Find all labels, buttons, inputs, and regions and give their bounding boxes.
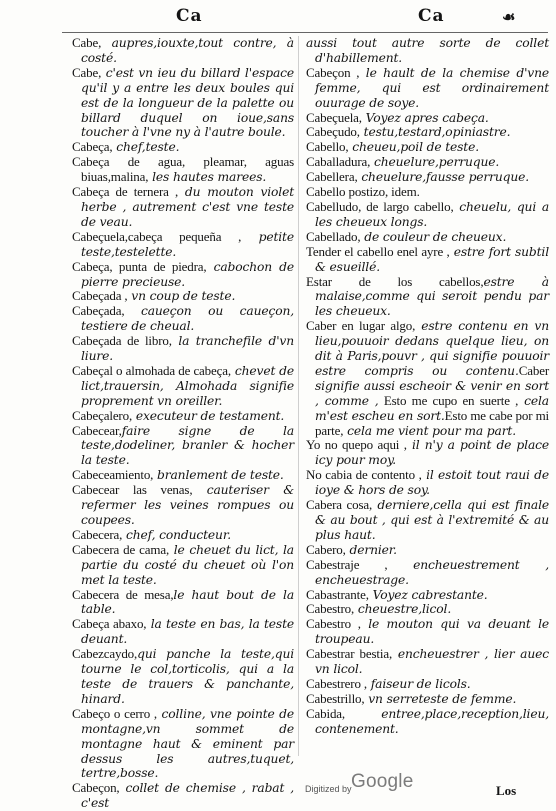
running-head-right: Ca (418, 6, 445, 26)
page-header (0, 6, 556, 34)
entry-headword: Cabeçada de libro, (72, 333, 172, 349)
entry-headword: Cabezcaydo, (72, 646, 138, 662)
entry-headword: Yo no quepo aqui , (306, 437, 407, 453)
entry-definition: cauteriser & refermer les veines rompues ou coupees. (81, 483, 294, 527)
entry-headword: Caber en lugar algo, (306, 318, 416, 334)
entry-definition: executeur de testament. (132, 408, 285, 423)
entry-headword: No cabia de contento , (306, 467, 422, 483)
entry-headword: Cabestrar bestia, (306, 646, 393, 662)
entry-definition: cheuestre,licol. (354, 602, 452, 617)
dictionary-entry (72, 409, 294, 424)
dictionary-entry (306, 692, 549, 707)
entry-definition: le haut bout de la table. (81, 587, 294, 617)
entry-definition: le hault de la chemise d'vne femme, qui est ordinairement ouurage de soye. (315, 65, 549, 110)
entry-headword: Estar de los cabellos, (306, 273, 484, 289)
left-column (72, 36, 294, 811)
entry-headword: Cabe, (72, 64, 102, 80)
dictionary-entry (306, 468, 549, 498)
dictionary-entry (72, 781, 294, 811)
entry-headword: Cabeçal o almohada de cabeça, (72, 362, 231, 378)
entry-definition: vn serreteste de femme. (364, 691, 517, 706)
dictionary-entry (306, 140, 549, 155)
entry-headword: Cabecera de mesa, (72, 586, 174, 602)
dictionary-entry (306, 558, 549, 588)
entry-definition: la teste en bas, la teste deuant. (81, 617, 294, 647)
entry-headword: Cabeçudo, (306, 124, 360, 140)
entry-headword: Cabida, (306, 705, 346, 721)
dictionary-entry (306, 185, 549, 200)
entry-headword: Cabeçada , (72, 288, 128, 304)
dictionary-entry (306, 617, 549, 647)
entry-definition: testu,testard,opiniastre. (359, 125, 511, 140)
entry-definition: estre fort subtil & esueillé. (315, 244, 549, 274)
dictionary-entry (306, 170, 549, 185)
dictionary-entry (72, 424, 294, 469)
column-divider (298, 36, 299, 756)
entry-headword: Cabestrillo, (306, 690, 365, 706)
fleuron-ornament-icon: ☙ (502, 8, 516, 26)
running-head-left: Ca (176, 6, 203, 26)
entry-definition: aussi tout autre sorte de collet d'habillement. (306, 36, 549, 65)
entry-definition: chef, conducteur. (122, 527, 231, 542)
dictionary-entry (306, 647, 549, 677)
entry-definition: signifie aussi escheoir & venir en sort , comme , (315, 378, 549, 408)
entry-definition: cheuelu, qui a les cheueux longs. (315, 199, 549, 229)
entry-definition: estre à malaise,comme qui seroit pendu par les cheueux. (315, 274, 549, 319)
entry-definition: petite teste,testelette. (81, 229, 294, 259)
dictionary-entry (72, 155, 294, 185)
entry-headword: Cabeçuela, (306, 109, 362, 125)
dictionary-entry (72, 617, 294, 647)
entry-definition: de couleur de cheueux. (360, 229, 507, 244)
entry-definition: vn coup de teste. (127, 289, 236, 304)
entry-definition: il n'y a point de place icy pour moy. (315, 438, 549, 468)
dictionary-entry (72, 289, 294, 304)
entry-definition: entree,place,reception,lieu, contenement. (315, 706, 549, 736)
entry-headword: Esto me cabe por mi parte, (315, 407, 549, 438)
entry-headword: Cabellado, (306, 228, 361, 244)
dictionary-entry (306, 200, 549, 230)
dictionary-entry (72, 260, 294, 290)
entry-headword: Cabera cosa, (306, 497, 373, 513)
dictionary-entry (72, 707, 294, 782)
entry-headword: Cabecear las venas, (72, 482, 193, 498)
entry-headword: Cabello, (306, 139, 349, 155)
entry-definition: cela m'est escheu en sort. (315, 393, 549, 423)
dictionary-entry (306, 125, 549, 140)
dictionary-entry (306, 677, 549, 692)
dictionary-entry (306, 707, 549, 737)
dictionary-entry (72, 304, 294, 334)
entry-definition: caueçon ou caueçon, testiere de cheual. (81, 304, 294, 334)
entry-headword: Cabero, (306, 541, 346, 557)
entry-headword: Cabelludo, de largo cabello, (306, 198, 454, 214)
entry-definition: faire signe de la teste,dodeliner, branler & hocher la teste. (81, 423, 294, 468)
dictionary-entry (72, 588, 294, 618)
entry-headword: Cabecera, (72, 526, 123, 542)
entry-headword: Cabello postizo, idem. (306, 184, 420, 200)
entry-headword: Cabestro , (306, 616, 361, 632)
entry-headword: Cabeço o cerro , (72, 705, 158, 721)
dictionary-entry (72, 364, 294, 409)
entry-definition: encheuestrement , encheuestrage. (315, 557, 549, 587)
entry-definition: cheuelure,perruque. (370, 155, 500, 170)
entry-definition: cheuelure,fausse perruque. (357, 170, 530, 185)
entry-definition: faiseur de licols. (367, 676, 471, 691)
entry-headword: Cabeceamiento, (72, 467, 154, 483)
dictionary-entry (306, 319, 549, 438)
entry-headword: Cabeça de ternera , (72, 184, 179, 200)
dictionary-entry (306, 245, 549, 275)
entry-definition: c'est vn ieu du billard l'espace qu'il y a entre les deux boules qui est de la longueur de la palette ou billard duquel on ioue,sans toucher à l'vne ny à l'autre boule. (81, 65, 294, 140)
dictionary-entry (72, 230, 294, 260)
entry-definition: cheueu,poil de teste. (348, 140, 479, 155)
dictionary-entry (72, 647, 294, 707)
dictionary-entry (72, 483, 294, 528)
entry-headword: Cabeçada, (72, 303, 125, 319)
entry-headword: Cabeçon , (306, 64, 360, 80)
entry-definition: les hautes marees. (148, 170, 267, 185)
entry-definition: chevet de lict,trauersin, Almohada signifie proprement vn oreiller. (81, 363, 295, 408)
entry-definition: encheuestrer , lier auec vn licol. (315, 647, 549, 677)
dictionary-entry (72, 528, 294, 543)
dictionary-entry (72, 66, 294, 141)
entry-definition: dernier. (345, 542, 397, 557)
entry-headword: Tender el cabello enel ayre , (306, 243, 450, 259)
entry-headword: Cabastrante, (306, 586, 369, 602)
entry-headword: Cabeça de agua, pleamar, aguas biuas,malina, (72, 154, 294, 185)
catchword: Los (496, 783, 517, 798)
entry-definition: colline, vne pointe de montagne,vn sommet de montagne haut & eminent par dessus les autres,tuquet, tertre,bosse. (81, 706, 294, 781)
entry-headword: Cabeçon, (72, 780, 120, 796)
entry-definition: derniere,cella qui est finale & au bout , qui est à l'extremité & au plus haut. (315, 498, 550, 542)
dictionary-entry (306, 438, 549, 468)
entry-headword: Cabecera de cama, (72, 541, 170, 557)
entry-definition: Voyez cabrestante. (368, 587, 488, 602)
google-logo: Google (351, 771, 414, 792)
entry-definition: il estoit tout raui de ioye & hors de soy. (315, 468, 549, 498)
dictionary-entry (306, 230, 549, 245)
entry-headword: Cabeça, punta de piedra, (72, 258, 207, 274)
entry-definition: du mouton violet herbe , autrement c'est vne teste de veau. (81, 185, 294, 229)
header-rule (62, 32, 548, 33)
entry-headword: Cabestro, (306, 601, 355, 617)
digitized-by-label: Digitized by (305, 784, 352, 794)
entry-definition: aupres,iouxte,tout contre, à costé. (81, 36, 294, 65)
entry-definition: le mouton qui va deuant le troupeau. (315, 617, 549, 647)
entry-definition: le cheuet du lict, la partie du costé du cheuet où l'on met la teste. (81, 542, 294, 587)
dictionary-entry (72, 140, 294, 155)
entry-definition: Voyez apres cabeça. (361, 110, 489, 125)
entry-headword: Cabecear, (72, 422, 122, 438)
dictionary-entry (306, 36, 549, 66)
entry-definition: cabochon de pierre precieuse. (81, 259, 294, 289)
entry-headword: Esto me cupo en suerte , (378, 392, 519, 408)
entry-headword: Cabeçuela,cabeça pequeña , (72, 228, 242, 244)
dictionary-entry (306, 155, 549, 170)
dictionary-entry (72, 468, 294, 483)
entry-headword: Cabeçalero, (72, 407, 133, 423)
dictionary-entry (72, 334, 294, 364)
dictionary-entry (306, 275, 549, 320)
entry-definition: cela me vient pour ma part. (343, 423, 516, 438)
dictionary-entry (306, 543, 549, 558)
entry-headword: Cabestrero , (306, 675, 368, 691)
entry-definition: la tranchefile d'vn liure. (81, 334, 294, 364)
dictionary-entry (306, 498, 549, 543)
entry-headword: Cabellera, (306, 169, 358, 185)
entry-definition: branlement de teste. (153, 468, 284, 483)
dictionary-entry (306, 588, 549, 603)
entry-headword: Caber (518, 362, 549, 378)
entry-headword: Caballadura, (306, 154, 371, 170)
entry-definition: collet de chemise , rabat , c'est (81, 781, 294, 811)
dictionary-entry (72, 185, 294, 230)
right-column (306, 36, 549, 737)
entry-definition: estre contenu en vn lieu,pouuoir dedans quelque lieu, on dit à Paris,pouvr , qui signifie pouuoir estre compris ou contenu. (315, 319, 549, 378)
entry-headword: Cabeça, (72, 139, 113, 155)
entry-headword: Cabe, (72, 35, 102, 50)
entry-headword: Cabeça abaxo, (72, 616, 147, 632)
entry-definition: qui panche la teste,qui tourne le col,torticolis, qui a la teste de trauers & panchante, hinard. (81, 647, 294, 706)
entry-headword: Cabestraje , (306, 556, 388, 572)
dictionary-entry (72, 36, 294, 66)
dictionary-entry (306, 66, 549, 111)
entry-definition: chef,teste. (112, 140, 180, 155)
dictionary-entry (306, 111, 549, 126)
dictionary-entry (306, 602, 549, 617)
dictionary-entry (72, 543, 294, 588)
